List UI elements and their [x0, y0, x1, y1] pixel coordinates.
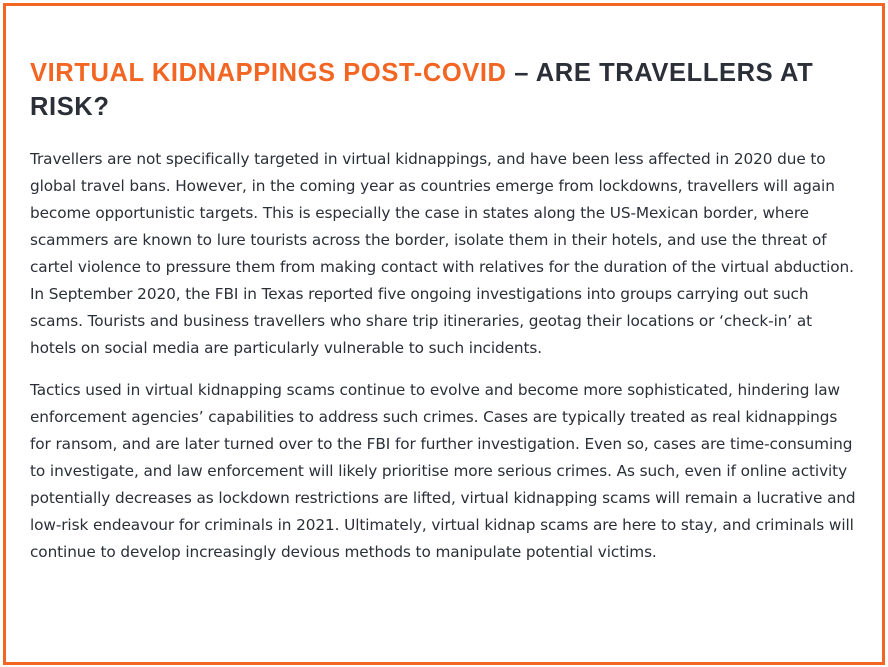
article-box — [3, 3, 885, 665]
article-title — [30, 56, 862, 124]
article-title-highlight: VIRTUAL KIDNAPPINGS POST-COVID — [30, 59, 507, 87]
article-title-rest: – ARE TRAVELLERS AT RISK? — [30, 59, 814, 121]
article-paragraph-2: Tactics used in virtual kidnapping scams continue to evolve and become more sophisticated, hindering law enforcement agencies’ capabilities to address such crimes. Cases are typically treated as real kidnappings for ransom, and are later turned over to the FBI for further investigation. Even so, cases are time-consuming to investigate, and law enforcement will likely prioritise more serious crimes. As such, even if online activity potentially decreases as lockdown restrictions are lifted, virtual kidnapping scams will remain a lucrative and low-risk endeavour for criminals in 2021. Ultimately, virtual kidnap scams are here to stay, and criminals will continue to develop increasingly devious methods to manipulate potential victims. — [30, 381, 856, 561]
article-paragraph-1: Travellers are not specifically targeted in virtual kidnappings, and have been less affected in 2020 due to global travel bans. However, in the coming year as countries emerge from lockdowns, travellers will again become opportunistic targets. This is especially the case in states along the US-Mexican border, where scammers are known to lure tourists across the border, isolate them in their hotels, and use the threat of cartel violence to pressure them from making contact with relatives for the duration of the virtual abduction. In September 2020, the FBI in Texas reported five ongoing investigations into groups carrying out such scams. Tourists and business travellers who share trip itineraries, geotag their locations or ‘check-in’ at hotels on social media are particularly vulnerable to such incidents. — [30, 150, 854, 357]
article-content — [30, 56, 862, 581]
